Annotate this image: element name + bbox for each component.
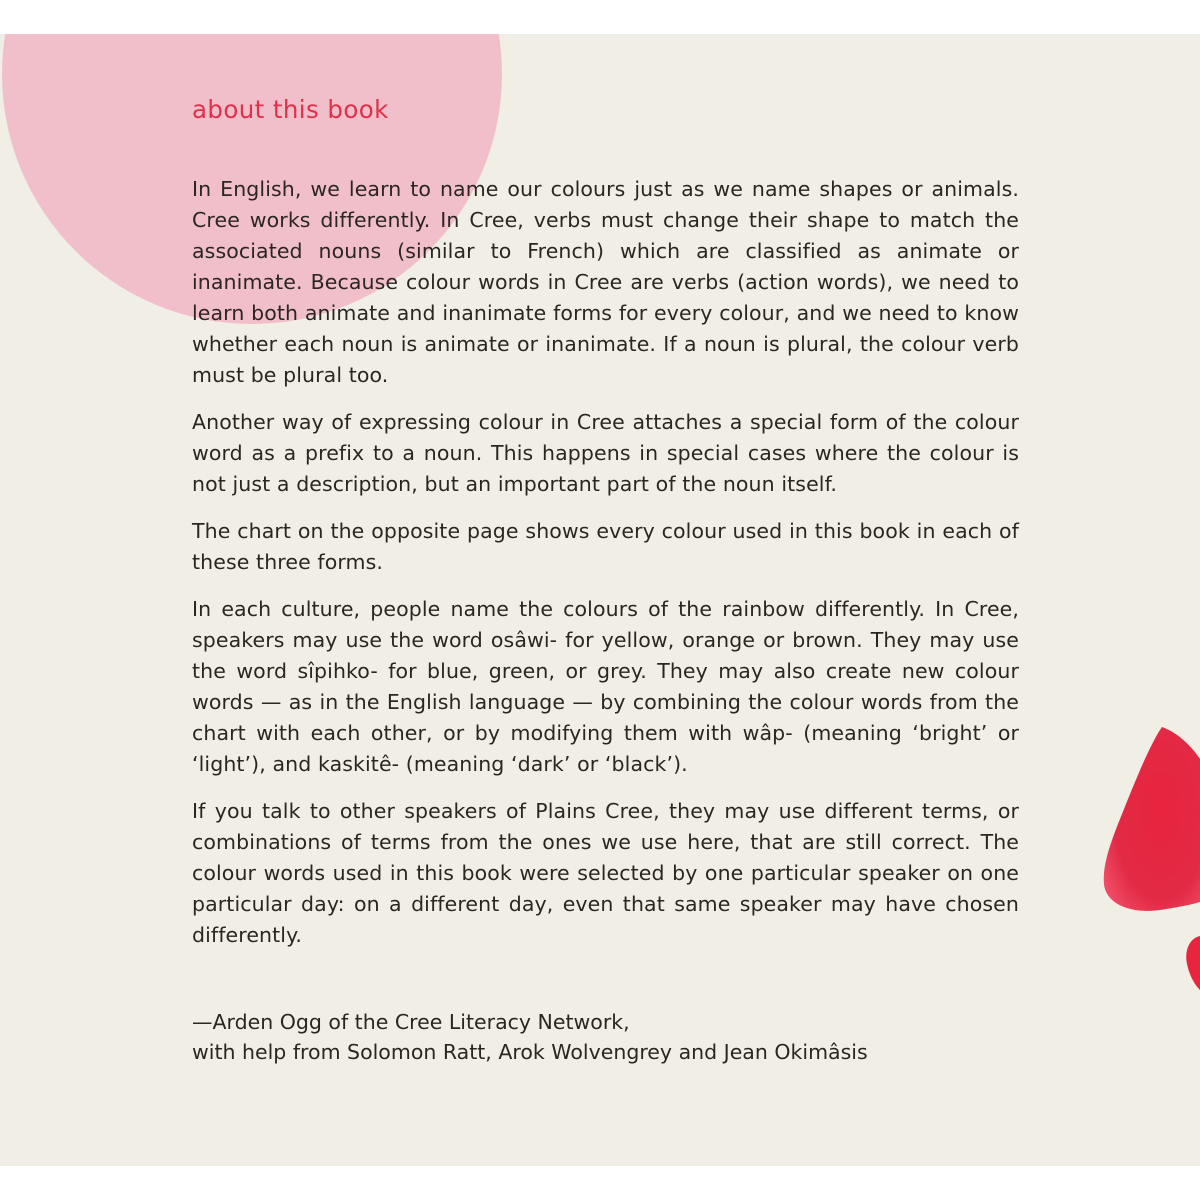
paragraph-speakers: If you talk to other speakers of Plains Cree, they may use different terms, or combinations of terms from the ones we use here, that are still correct. The colour words used in this book were selected by one particular speaker on one particular day: on a different day, even that same speaker may have chosen differently. bbox=[192, 799, 1019, 947]
page-title: about this book bbox=[192, 95, 389, 124]
red-shape-decoration bbox=[1090, 724, 1200, 1014]
attribution-author: —Arden Ogg of the Cree Literacy Network, bbox=[192, 1010, 630, 1034]
attribution-helpers: with help from Solomon Ratt, Arok Wolvengrey and Jean Okimâsis bbox=[192, 1040, 868, 1064]
paragraph-rainbow: In each culture, people name the colours of the rainbow differently. In Cree, speakers may use the word osâwi- for yellow, orange or brown. They may use the word sîpihko- for blue, green, or grey. They may also create new colour words — as in the English language — by combining the colour words from the chart with each other, or by modifying them with wâp- (meaning ‘bright’ or ‘light’), and kaskitê- (meaning ‘dark’ or ‘black’). bbox=[192, 597, 1019, 776]
main-content bbox=[192, 94, 1019, 1067]
book-page bbox=[0, 34, 1200, 1166]
attribution bbox=[192, 1007, 1019, 1067]
paragraph-chart: The chart on the opposite page shows every colour used in this book in each of these three forms. bbox=[192, 519, 1019, 574]
paragraph-verbs: In English, we learn to name our colours just as we name shapes or animals. Cree works differently. In Cree, verbs must change their shape to match the associated nouns (similar to French) which are classified as animate or inanimate. Because colour words in Cree are verbs (action words), we need to learn both animate and inanimate forms for every colour, and we need to know whether each noun is animate or inanimate. If a noun is plural, the colour verb must be plural too. bbox=[192, 177, 1019, 387]
paragraph-prefix: Another way of expressing colour in Cree attaches a special form of the colour word as a prefix to a noun. This happens in special cases where the colour is not just a description, but an important part of the noun itself. bbox=[192, 410, 1019, 496]
